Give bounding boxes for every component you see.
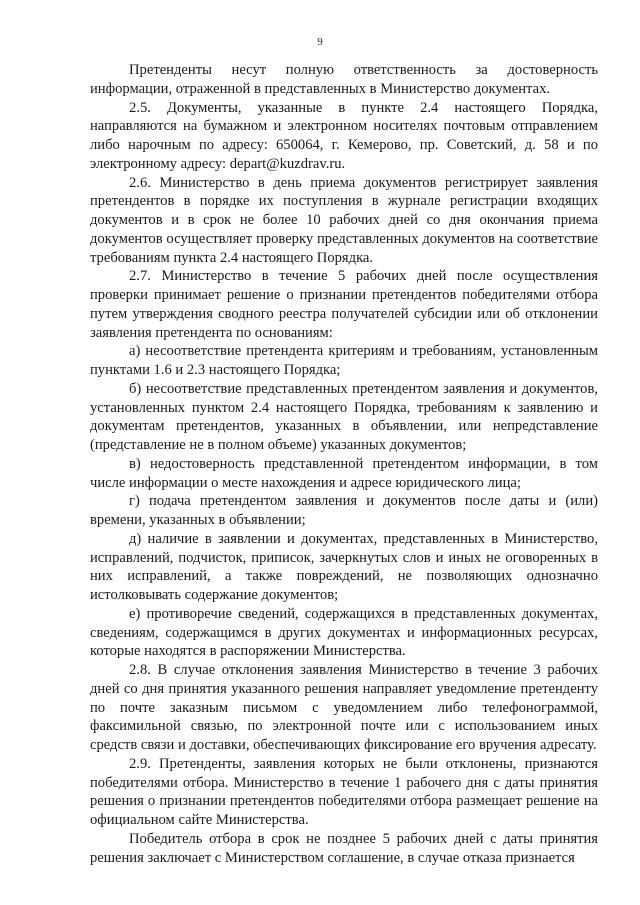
paragraph-2-7-d: д) наличие в заявлении и документах, представленных в Министерство, исправлений, подчисток, приписок, зачеркнутых слов и иных не оговоренных в них исправлений, а также повреждений, не позволяющих однозначно истолковывать содержание документов;: [90, 530, 598, 603]
paragraph-2-7: 2.7. Министерство в течение 5 рабочих дней после осуществления проверки принимает решение о признании претендентов победителями отбора путем утверждения сводного реестра получателей субсидии или об отклонении заявления претендента по основаниям:: [90, 268, 598, 341]
paragraph-2-9: 2.9. Претенденты, заявления которых не были отклонены, признаются победителями отбора. Министерство в течение 1 рабочего дня с даты принятия решения о признании претендентов победителями отбора размещает решение на официальном сайте Министерства.: [90, 755, 598, 828]
paragraph-2-7-v: в) недостоверность представленной претендентом информации, в том числе информации о месте нахождения и адресе юридического лица;: [90, 455, 598, 491]
paragraph-responsibility: Претенденты несут полную ответственность за достоверность информации, отраженной в представленных в Министерство документах.: [90, 62, 598, 97]
document-body: [90, 61, 598, 867]
paragraph-2-7-g: г) подача претендентом заявления и документов после даты и (или) времени, указанных в объявлении;: [90, 493, 598, 528]
paragraph-2-7-a: а) несоответствие претендента критериям и требованиям, установленным пунктами 1.6 и 2.3 настоящего Порядка;: [90, 343, 598, 378]
paragraph-2-8: 2.8. В случае отклонения заявления Министерство в течение 3 рабочих дней со дня принятия указанного решения направляет уведомление претенденту по почте заказным письмом с уведомлением либо телефонограммой, факсимильной связью, по электронной почте или с использованием иных средств связи и доставки, обеспечивающих фиксирование его вручения адресату.: [90, 662, 598, 753]
paragraph-2-7-e: е) противоречие сведений, содержащихся в представленных документах, сведениям, содержащимся в других документах и информационных ресурсах, которые находятся в распоряжении Министерства.: [90, 605, 598, 660]
page-number: 9: [317, 36, 323, 48]
paragraph-2-5: 2.5. Документы, указанные в пункте 2.4 настоящего Порядка, направляются на бумажном и электронном носителях почтовым отправлением либо нарочным по адресу: 650064, г. Кемерово, пр. Советский, д. 58 и по электронному адресу: depart@kuzdrav.ru.: [90, 99, 598, 172]
paragraph-2-6: 2.6. Министерство в день приема документов регистрирует заявления претендентов в порядке их поступления в журнале регистрации входящих документов и в срок не более 10 рабочих дней со дня окончания приема документов осуществляет проверку представленных документов на соответствие требованиям пункта 2.4 настоящего Порядка.: [90, 174, 598, 266]
paragraph-winner-agreement: Победитель отбора в срок не позднее 5 рабочих дней с даты принятия решения заключает с Министерством соглашение, в случае отказа признается: [90, 830, 598, 866]
paragraph-2-7-b: б) несоответствие представленных претендентом заявления и документов, установленных пунктом 2.4 настоящего Порядка, требованиям к заявлению и документам претендентов, указанных в объявлении, или непредставление (представление не в полном объеме) указанных документов;: [90, 380, 598, 453]
